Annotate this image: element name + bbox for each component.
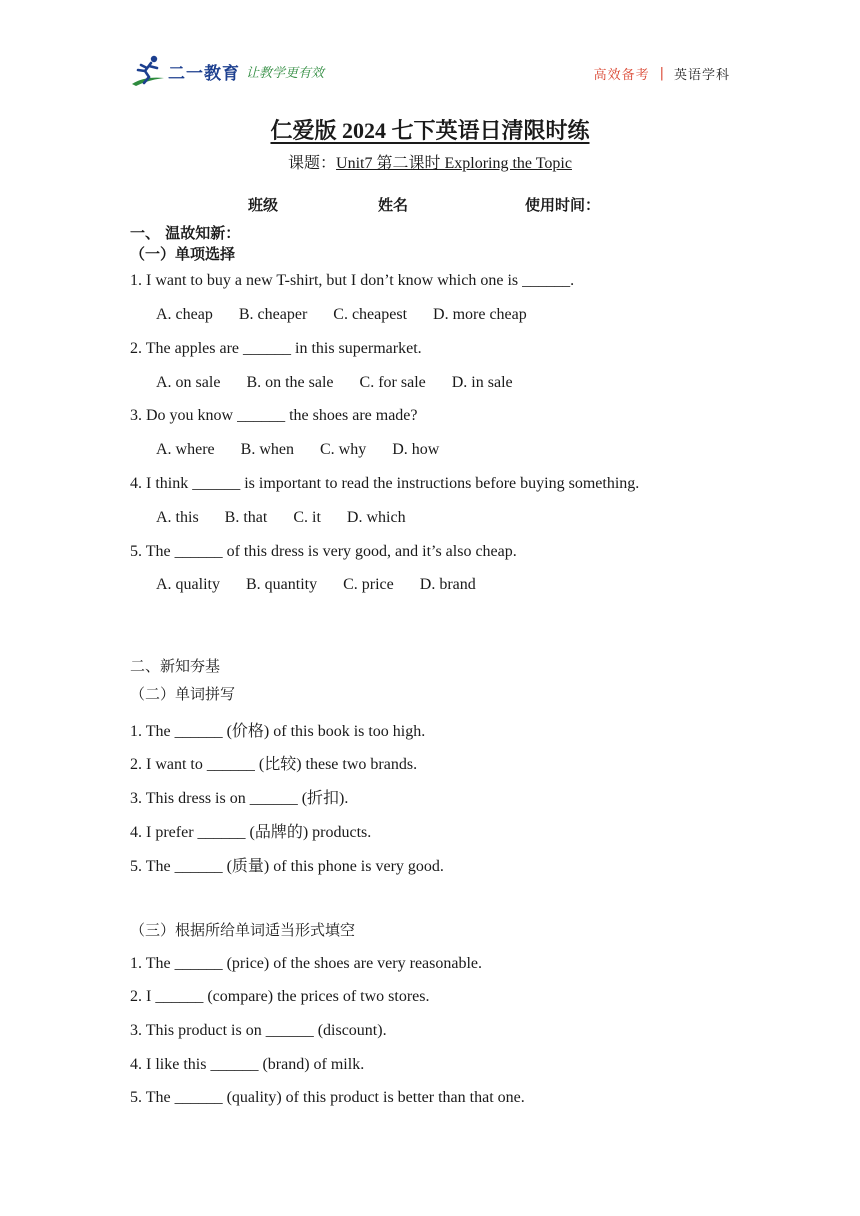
question-1-options [156,306,553,324]
option-d: D. more cheap [433,306,527,323]
option-b: B. when [240,441,294,458]
option-a: A. this [156,509,199,526]
tag-exam-prep: 高效备考 [593,68,650,83]
spelling-item-2: 2. I want to ______ (比较) these two brands. [130,756,418,773]
option-b: B. cheaper [238,306,308,323]
runner-logo-icon [130,54,166,88]
section-1-heading: 一、 温故知新： [130,224,241,242]
spelling-item-1: 1. The ______ (价格) of this book is too high. [130,723,426,740]
question-5: 5. The ______ of this dress is very good, and it’s also cheap. [130,543,517,560]
option-c: C. cheapest [333,306,408,323]
option-b: B. that [224,509,268,526]
page-title: 仁爱版 2024 七下英语日清限时练 [270,118,590,143]
question-3: 3. Do you know ______ the shoes are made? [130,407,418,424]
question-4-options [156,509,432,527]
fill-item-2: 2. I ______ (compare) the prices of two stores. [130,988,430,1005]
question-5-options [156,576,502,594]
brand-name: 二一教育 [168,63,240,84]
part-1-heading: （一）单项选择 [130,245,236,263]
fill-item-1: 1. The ______ (price) of the shoes are very reasonable. [130,955,483,972]
option-d: D. in sale [451,374,513,391]
option-d: D. brand [419,576,476,593]
page-header [130,52,730,92]
question-2-options [156,374,539,392]
spelling-item-5: 5. The ______ (质量) of this phone is very good. [130,858,444,875]
brand-slogan: 让教学更有效 [246,65,325,81]
option-c: C. price [343,576,394,593]
part-3-heading: （三）根据所给单词适当形式填空 [130,921,356,939]
option-b: B. on the sale [246,374,334,391]
tag-separator: | [659,66,664,81]
option-c: C. for sale [359,374,426,391]
question-1: 1. I want to buy a new T-shirt, but I don’t know which one is ______. [130,272,575,289]
option-a: A. quality [156,576,220,593]
option-c: C. it [293,509,321,526]
header-tags [594,64,730,83]
class-label: 班级 [248,196,279,214]
option-a: A. cheap [156,306,213,323]
option-a: A. where [156,441,215,458]
option-b: B. quantity [246,576,318,593]
option-c: C. why [319,441,367,458]
lesson-subtitle [0,150,860,173]
spelling-item-4: 4. I prefer ______ (品牌的) products. [130,824,372,841]
fill-item-4: 4. I like this ______ (brand) of milk. [130,1056,365,1073]
question-4: 4. I think ______ is important to read the instructions before buying something. [130,475,640,492]
part-2-heading: （二）单词拼写 [130,685,236,703]
question-3-options [156,441,465,459]
subtitle-prefix: 课题： [288,155,337,172]
option-d: D. which [346,509,406,526]
option-a: A. on sale [156,374,221,391]
fill-item-3: 3. This product is on ______ (discount). [130,1022,387,1039]
lesson-name: Unit7 第二课时 Exploring the Topic [336,155,572,172]
section-2-heading: 二、新知夯基 [130,657,221,675]
time-label: 使用时间： [525,196,601,214]
tag-subject: 英语学科 [673,68,730,83]
option-d: D. how [392,441,440,458]
spelling-item-3: 3. This dress is on ______ (折扣). [130,790,349,807]
fill-item-5: 5. The ______ (quality) of this product is better than that one. [130,1089,525,1106]
question-2: 2. The apples are ______ in this supermarket. [130,340,422,357]
name-label: 姓名 [378,196,409,214]
logo [130,54,324,88]
